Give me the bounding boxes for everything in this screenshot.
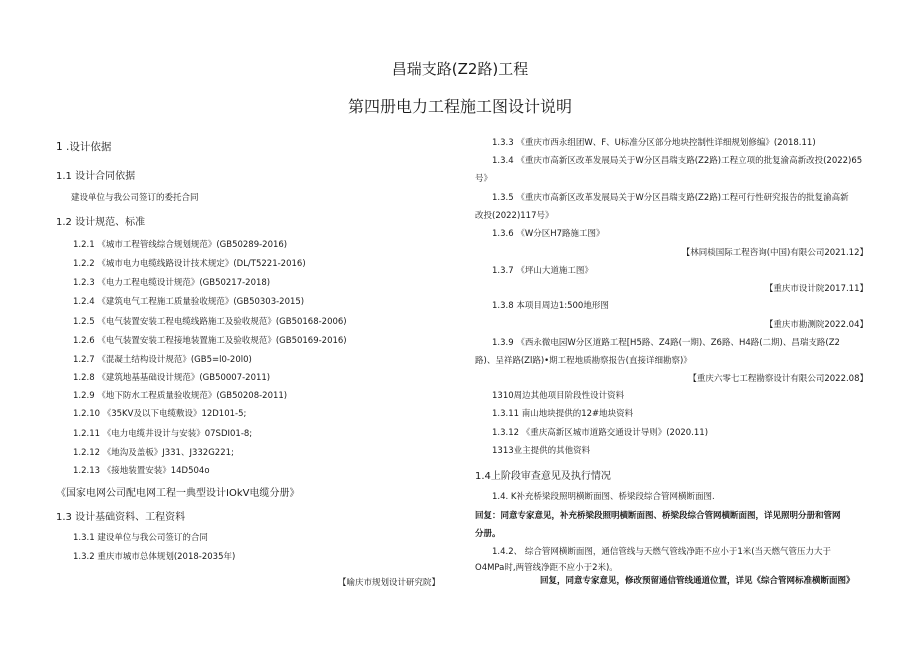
basis-item: 1.3.11 南山地块提供的12#地块资料 (492, 409, 634, 419)
source-org: 【重庆六零七工程勘察设计有限公司2022.08】 (688, 374, 868, 384)
standard-item: 1.2.13 《接地装置安装》14D504o (73, 466, 210, 476)
section-1-1-heading: 1.1 设计合同依据 (56, 171, 136, 182)
standard-item: 1.2.9 《地下防水工程质量验收规范》(GB50208-2011) (73, 391, 288, 401)
section-1-2-heading: 1.2 设计规范、标准 (56, 217, 146, 228)
basis-item: 1.3.9 《西永微电园W分区道路工程[H5路、Z4路(一期)、Z6路、H4路(二期)、昌瑞支路(Z2 (492, 338, 840, 348)
source-org: 【林同棪国际工程咨询(中国)有限公司2021.12】 (681, 248, 868, 258)
standard-item: 1.2.5 《电气装置安装工程电缆线路施工及验收规范》(GB50168-2006) (73, 317, 347, 327)
standard-item: 1.2.7 《混凝土结构设计规范》(GB5=l0-20l0) (73, 355, 252, 365)
section-1-heading: 1 .设计依据 (56, 141, 112, 153)
section-1-3-heading: 1.3 设计基础资料、工程资料 (56, 512, 186, 523)
basis-item: 1.3.6 《W分区H7路施工图》 (492, 229, 605, 239)
review-reply: 回复：同意专家意见，补充桥梁段照明横断面图、桥梁段综合管网横断面图，详见照明分册和管网 (475, 511, 841, 521)
review-item: 1.4.2、 综合管网横断面图，通信管线与天燃气管线净距不应小于1米(当天燃气管压力大于 (492, 547, 832, 557)
standard-item: 1.2.11 《电力电缆井设计与安装》07SDI01-8; (73, 429, 253, 439)
basis-item: 1313业主提供的其他资料 (492, 446, 591, 456)
standard-item: 1.2.1 《城市工程管线综合规划规范》(GB50289-2016) (73, 240, 288, 250)
standard-item: 1.2.6 《电气装置安装工程接地装置施工及验收规范》(GB50169-2016) (73, 336, 347, 346)
basis-item: 1.3.12 《重庆高新区城市道路交通设计导则》(2020.11) (492, 428, 709, 438)
source-org: 【重庆市勘测院2022.04】 (764, 320, 868, 330)
basis-item: 1.3.2 重庆市城市总体规划(2018-2035年) (73, 552, 236, 562)
review-reply-cont: 分册。 (475, 529, 501, 539)
basis-item: 1.3.5 《重庆市高新区改革发展局关于W分区昌瑞支路(Z2路)工程可行性研究报告的批复渝高新 (492, 193, 849, 203)
standard-item: 1.2.10 《35KV及以下电缆敷设》12D101-5; (73, 409, 247, 419)
document-title: 昌瑞支路(Z2路)工程 (391, 60, 529, 78)
section-1-1-text: 建设单位与我公司签订的委托合同 (71, 193, 199, 203)
standard-item: 1.2.8 《建筑地基基础设计规范》(GB50007-2011) (73, 373, 271, 383)
source-org: 【喻庆市规划设计研究院】 (338, 578, 441, 588)
basis-item: 1.3.8 本项目周边1:500地形图 (492, 301, 609, 311)
standard-item: 1.2.2 《城市电力电缆线路设计技术规定》(DL/T5221-2016) (73, 259, 306, 269)
basis-item-cont: 改投(2022)117号》 (475, 211, 554, 221)
standard-item: 1.2.4 《建筑电气工程施工质量验收规范》(GB50303-2015) (73, 297, 305, 307)
basis-item: 1.3.1 建设单位与我公司签订的合同 (73, 533, 208, 543)
basis-item: 1.3.4 《重庆市高新区改革发展局关于W分区昌瑞支路(Z2路)工程立项的批复渝高新改投(2022)65 (492, 156, 863, 166)
document-subtitle: 第四册电力工程施工图设计说明 (347, 97, 572, 116)
basis-item: 1.3.3 《重庆市西永组团W、F、U标准分区部分地块控制性详细规划修编》(2018.11) (492, 138, 816, 148)
review-item-cont: O4MPa时,两管线净距不应小于2米)。 (475, 563, 618, 573)
grid-reference-heading: 《国家电网公司配电网工程一典型设计IOkV电缆分册》 (56, 488, 300, 499)
basis-item: 1.3.7 《坪山大道施工图》 (492, 266, 593, 276)
basis-item-cont: 路)、呈祥路(Zl路)•期工程地质勘察报告(直接详细勘察)》 (475, 356, 692, 366)
review-reply: 回复，同意专家意见，修改预留通信管线通道位置，详见《综合管网标准横断面图》 (540, 576, 855, 586)
basis-item-cont: 号》 (475, 174, 493, 184)
review-item: 1.4. K补充桥梁段照明横断面图、桥梁段综合管网横断面图. (492, 492, 715, 502)
basis-item: 1310周边其他项目阶段性设计资料 (492, 391, 625, 401)
section-1-4-heading: 1.4上阶段审查意见及执行情况 (475, 471, 611, 482)
standard-item: 1.2.12 《地沟及盖板》J331、J332G221; (73, 448, 234, 458)
source-org: 【重庆市设计院2017.11】 (764, 284, 868, 294)
standard-item: 1.2.3 《电力工程电缆设计规范》(GB50217-2018) (73, 278, 271, 288)
